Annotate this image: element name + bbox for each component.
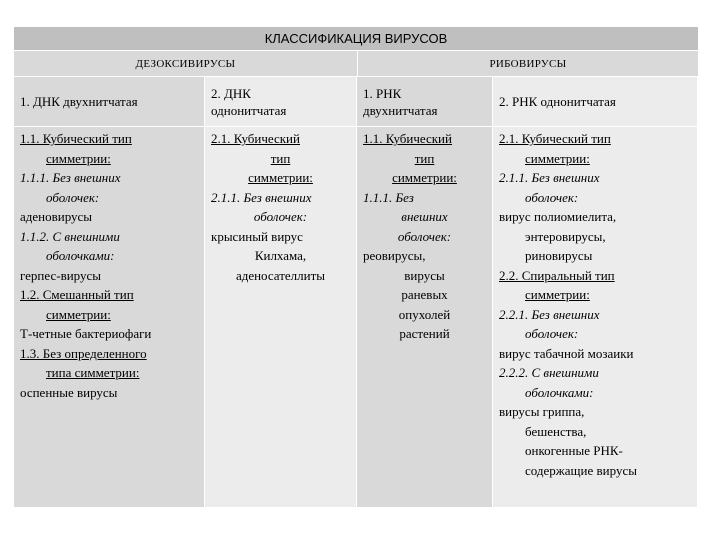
list-item: тип — [414, 150, 435, 166]
list-item: симметрии: — [248, 170, 313, 185]
list-item: крысиный вирус — [211, 228, 303, 244]
list-item: 1.1. Кубический тип — [20, 131, 132, 146]
header-text: 2. ДНК — [211, 85, 251, 101]
list-item: оболочек: — [253, 209, 308, 224]
list-item: 1.1.1. Без — [363, 189, 414, 205]
list-item: растений — [399, 326, 450, 341]
list-item: симметрии: — [392, 170, 457, 185]
list-item: оболочек: — [397, 228, 452, 244]
header-text: 2. РНК однонитчатая — [499, 94, 616, 109]
list-item: герпес-вирусы — [20, 267, 102, 283]
group-rna-viruses: РИБОВИРУСЫ — [358, 51, 698, 76]
list-item: Т-четные бактериофаги — [20, 326, 152, 341]
list-item: оболочек: — [525, 326, 579, 341]
list-item: 2.1. Кубический тип — [499, 131, 611, 146]
list-item: бешенства, — [525, 423, 587, 439]
header-text: двухнитчатая — [363, 102, 438, 118]
column-body — [205, 127, 356, 285]
list-item: вирусы гриппа, — [499, 404, 585, 419]
list-item: симметрии: — [46, 306, 111, 322]
list-item: аденовирусы — [20, 209, 93, 224]
column-header — [493, 77, 697, 127]
header-text: 1. РНК — [363, 85, 402, 101]
list-item: симметрии: — [46, 150, 111, 166]
list-item: опухолей — [398, 306, 451, 322]
list-item: вирус полиомиелита, — [499, 209, 617, 224]
list-item: энтеровирусы, — [525, 228, 606, 244]
table-title: КЛАССИФИКАЦИЯ ВИРУСОВ — [14, 27, 698, 50]
list-item: содержащие вирусы — [525, 462, 637, 478]
list-item: симметрии: — [525, 287, 590, 302]
list-item: 1.1.1. Без внешних — [20, 170, 121, 185]
column-header — [357, 77, 492, 127]
list-item: оболочками: — [525, 384, 594, 400]
list-item: 1.3. Без определенного — [20, 345, 147, 361]
list-item: 2.1. Кубический — [211, 131, 300, 146]
list-item: оспенные вирусы — [20, 384, 118, 400]
column-rna-double-strand — [357, 77, 493, 507]
list-item: раневых — [401, 287, 448, 302]
list-item: Килхама, — [254, 248, 307, 263]
list-item: типа симметрии: — [46, 365, 140, 380]
list-item: риновирусы — [525, 248, 593, 263]
list-item: 2.2. Спиральный тип — [499, 267, 615, 283]
classification-table — [14, 27, 698, 505]
list-item: внешних — [401, 209, 448, 224]
list-item: оболочек: — [525, 189, 579, 205]
column-header — [205, 77, 356, 127]
column-rna-single-strand — [493, 77, 697, 507]
column-body — [14, 127, 204, 402]
list-item: 1.1.2. С внешними — [20, 228, 120, 244]
column-body — [493, 127, 697, 480]
header-text: однонитчатая — [211, 102, 287, 118]
list-item: оболочками: — [46, 248, 115, 263]
list-item: 1.1. Кубический — [363, 131, 452, 146]
list-item: симметрии: — [525, 150, 590, 166]
column-dna-single-strand — [205, 77, 357, 507]
group-dna-viruses: ДЕЗОКСИВИРУСЫ — [14, 51, 358, 76]
list-item: 1.2. Смешанный тип — [20, 287, 134, 302]
list-item: 2.2.2. С внешними — [499, 365, 599, 380]
list-item: аденосателлиты — [235, 267, 326, 283]
list-item: вирусы — [404, 267, 445, 283]
list-item: 2.2.1. Без внешних — [499, 306, 600, 322]
list-item: онкогенные РНК- — [525, 443, 623, 458]
columns-row — [14, 76, 698, 507]
header-text: 1. ДНК двухнитчатая — [20, 94, 138, 109]
group-header-row — [14, 50, 698, 76]
list-item: реовирусы, — [363, 248, 426, 263]
list-item: 2.1.1. Без внешних — [211, 189, 312, 205]
list-item: вирус табачной мозаики — [499, 345, 634, 361]
column-body — [357, 127, 492, 344]
list-item: оболочек: — [46, 189, 100, 205]
column-header — [14, 77, 204, 127]
list-item: тип — [270, 150, 291, 166]
column-dna-double-strand — [14, 77, 205, 507]
list-item: 2.1.1. Без внешних — [499, 170, 600, 185]
